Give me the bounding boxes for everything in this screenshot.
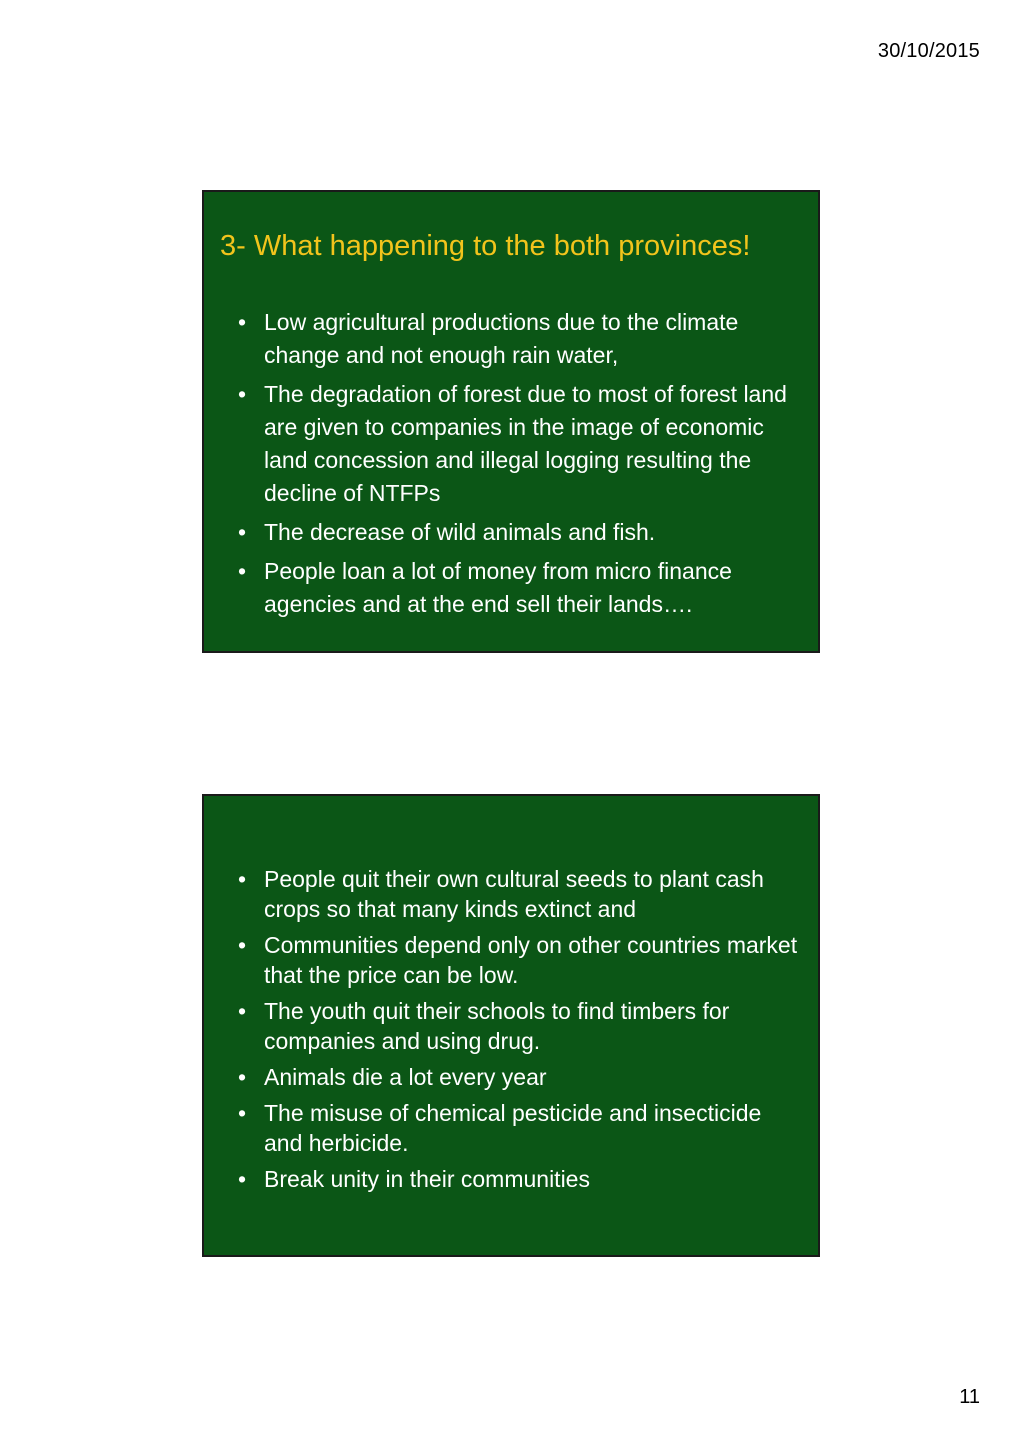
bullet-item — [238, 864, 798, 924]
page-number: 11 — [959, 1386, 980, 1408]
bullet-dot-icon: • — [238, 998, 247, 1024]
bullet-dot-icon: • — [238, 309, 247, 335]
bullet-item — [238, 996, 798, 1056]
bullet-dot-icon: • — [238, 1166, 247, 1192]
slide-title: 3- What happening to the both provinces! — [220, 230, 751, 262]
bullet-text: The degradation of forest due to most of forest land are given to companies in the image of economic land concession and illegal logging resulting the decline of NTFPs — [264, 381, 787, 506]
bullet-dot-icon: • — [238, 519, 247, 545]
bullet-dot-icon: • — [238, 1064, 247, 1090]
bullet-text: The decrease of wild animals and fish. — [264, 519, 656, 545]
bullet-text: Animals die a lot every year — [264, 1064, 547, 1090]
bullet-text: People loan a lot of money from micro finance agencies and at the end sell their lands…. — [264, 558, 732, 617]
bullet-dot-icon: • — [238, 932, 247, 958]
bullet-item — [238, 1164, 798, 1194]
bullet-item — [238, 306, 798, 372]
bullet-text: Communities depend only on other countries market that the price can be low. — [264, 932, 798, 988]
bullet-text: Break unity in their communities — [264, 1166, 590, 1192]
bullet-text: Low agricultural productions due to the climate change and not enough rain water, — [264, 309, 739, 368]
page-date: 30/10/2015 — [877, 40, 980, 62]
bullet-item — [238, 516, 798, 549]
slide-1 — [202, 190, 820, 653]
bullet-item — [238, 555, 798, 621]
bullet-text: The youth quit their schools to find timbers for companies and using drug. — [264, 998, 730, 1054]
bullet-item — [238, 378, 798, 510]
bullet-text: People quit their own cultural seeds to plant cash crops so that many kinds extinct and — [264, 866, 764, 922]
bullet-dot-icon: • — [238, 381, 247, 407]
slide-2 — [202, 794, 820, 1257]
bullet-dot-icon: • — [238, 866, 247, 892]
bullet-dot-icon: • — [238, 1100, 247, 1126]
bullet-item — [238, 1098, 798, 1158]
bullet-list — [238, 864, 798, 1200]
bullet-text: The misuse of chemical pesticide and insecticide and herbicide. — [264, 1100, 762, 1156]
bullet-item — [238, 1062, 798, 1092]
bullet-dot-icon: • — [238, 558, 247, 584]
bullet-item — [238, 930, 798, 990]
bullet-list — [238, 306, 798, 627]
